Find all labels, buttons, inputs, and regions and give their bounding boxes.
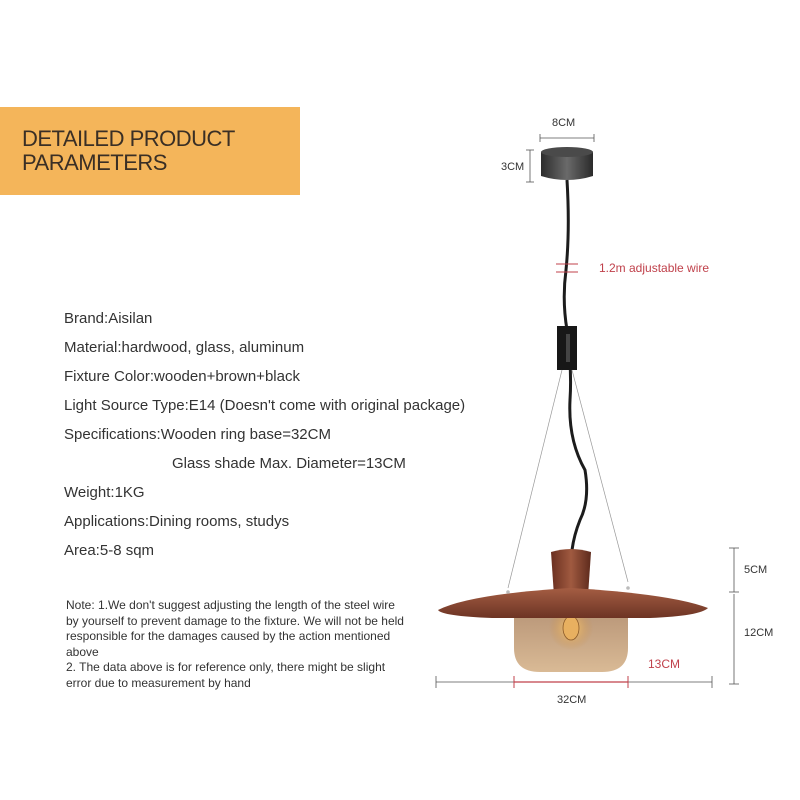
- canopy-height-dimension: [526, 150, 534, 182]
- spec-material: Material:hardwood, glass, aluminum: [64, 339, 305, 356]
- spec-brand: Brand:Aisilan: [64, 310, 153, 327]
- spec-area: Area:5-8 sqm: [64, 542, 155, 559]
- note-line-1: Note: 1.We don't suggest adjusting the length of the steel wire by yourself to prevent damage to the fixture. We will not be held responsible for the damages caused by the action mentioned above: [66, 598, 404, 659]
- spec-glass-diameter: Glass shade Max. Diameter=13CM: [172, 455, 406, 472]
- page-title: [22, 127, 235, 175]
- shade-height-label: 12CM: [744, 627, 774, 639]
- base-width-label: 32CM: [557, 694, 587, 706]
- pendant-lamp-illustration: [430, 110, 770, 710]
- socket-height-label: 5CM: [744, 564, 768, 576]
- wooden-ring-base: [438, 588, 708, 618]
- canopy-height-label: 3CM: [501, 161, 525, 173]
- socket-height-dimension: [729, 548, 739, 592]
- canopy-width-dimension: [540, 134, 594, 142]
- title-line-1: DETAILED PRODUCT: [22, 126, 235, 151]
- shade-height-dimension: [729, 594, 739, 684]
- canopy-width-label: 8CM: [552, 117, 576, 129]
- spec-weight: Weight:1KG: [64, 484, 145, 501]
- bulb: [563, 616, 579, 640]
- glass-diameter-dimension: [514, 676, 628, 688]
- spec-applications: Applications:Dining rooms, studys: [64, 513, 290, 530]
- title-line-2: PARAMETERS: [22, 150, 167, 175]
- note-block: [66, 598, 406, 691]
- note-line-2: 2. The data above is for reference only, there might be slight error due to measurement by hand: [66, 660, 386, 690]
- spec-color: Fixture Color:wooden+brown+black: [64, 368, 300, 385]
- spec-light-source: Light Source Type:E14 (Doesn't come with original package): [64, 397, 466, 414]
- wire-length-label: 1.2m adjustable wire: [599, 261, 710, 275]
- title-banner: [0, 107, 300, 195]
- glass-diameter-label: 13CM: [648, 657, 681, 671]
- spec-specifications: Specifications:Wooden ring base=32CM: [64, 426, 331, 443]
